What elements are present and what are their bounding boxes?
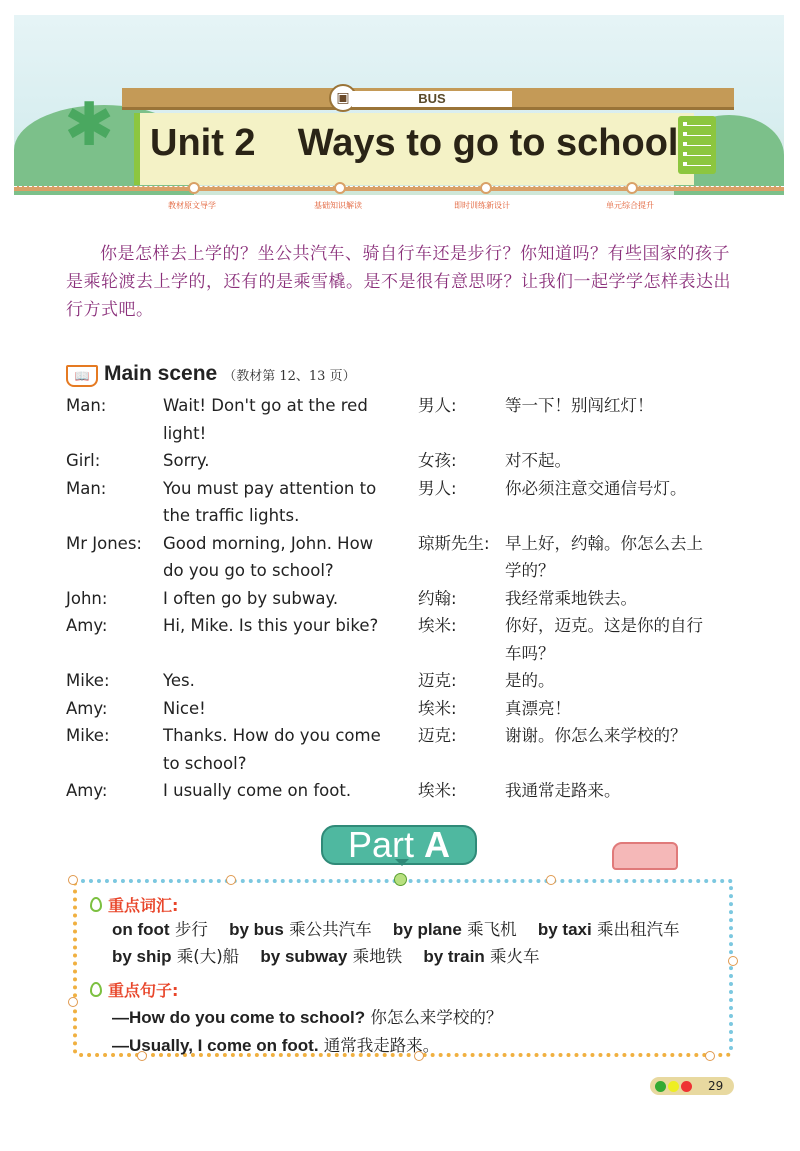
- yellow-light-icon: [668, 1081, 679, 1092]
- vocab-en: by train: [423, 947, 485, 966]
- location-pin-icon: [90, 897, 102, 912]
- nav-track: [14, 186, 784, 191]
- speaker-cn: 迈克:: [418, 726, 457, 745]
- vocab-en: by ship: [112, 947, 172, 966]
- chinese-line: 等一下！别闯红灯！: [505, 396, 654, 415]
- english-line: Sorry.: [163, 451, 210, 470]
- schedule-board-icon: [678, 116, 716, 174]
- chinese-line: 早上好，约翰。你怎么去上: [505, 533, 703, 553]
- chinese-text: [505, 447, 745, 475]
- vocab-heading: [90, 893, 178, 916]
- vocab-en: by subway: [260, 947, 348, 966]
- nav-label: 即时训练新设计: [454, 201, 510, 210]
- chinese-text: [505, 530, 745, 585]
- dialogue-line: [66, 777, 746, 805]
- nav-label: 教材原文导学: [168, 201, 216, 210]
- part-a-badge: [321, 825, 477, 865]
- chinese-line: 对不起。: [505, 451, 571, 470]
- english-text: [163, 475, 418, 530]
- red-light-icon: [681, 1081, 692, 1092]
- chinese-line: 我经常乘地铁去。: [505, 588, 637, 608]
- english-text: [163, 722, 418, 777]
- sentence-en: —Usually, I come on foot.: [112, 1036, 319, 1055]
- nav-node: [480, 182, 492, 194]
- dialogue-line: [66, 447, 746, 475]
- speaker-cn: 琼斯先生:: [418, 533, 490, 553]
- english-line: the traffic lights.: [163, 506, 300, 525]
- speaker-cn: 埃米:: [418, 781, 457, 800]
- english-line: Thanks. How do you come: [163, 726, 381, 745]
- bus-icon: ▣: [329, 84, 357, 112]
- bus-sign: BUS: [352, 91, 512, 107]
- bus-illustration-icon: [612, 842, 678, 870]
- english-line: Hi, Mike. Is this your bike?: [163, 616, 379, 635]
- speaker-cn: 女孩:: [418, 451, 457, 470]
- location-pin-icon: [90, 982, 102, 997]
- dialogue-line: [66, 530, 746, 585]
- sentence-cn: 通常我走路来。: [323, 1036, 440, 1055]
- part-label: Part: [347, 824, 414, 865]
- vocab-cn: 乘公共汽车: [289, 920, 372, 939]
- nav-label: 基础知识解读: [314, 201, 362, 210]
- speaker-cn: 迈克:: [418, 671, 457, 690]
- vocab-cn: 乘飞机: [467, 920, 517, 939]
- textbook-reference: （教材第 12、13 页）: [223, 369, 356, 384]
- box-node: [68, 875, 78, 885]
- speaker: Mike:: [66, 726, 110, 745]
- chinese-line: 真漂亮！: [505, 698, 571, 718]
- intro-paragraph: 你是怎样去上学的？坐公共汽车、骑自行车还是步行？你知道吗？有些国家的孩子是乘轮渡去上学的，还有的是乘雪橇。是不是很有意思呀？让我们一起学学怎样表达出行方式吧。: [66, 244, 731, 320]
- english-line: to school?: [163, 753, 247, 773]
- chinese-line: 学的？: [505, 561, 555, 580]
- chinese-line: 你必须注意交通信号灯。: [505, 478, 687, 498]
- dialogue-line: [66, 475, 746, 530]
- chinese-line: 你好，迈克。这是你的自行: [505, 616, 703, 635]
- speaker: Mr Jones:: [66, 533, 142, 553]
- nav-node: [626, 182, 638, 194]
- english-line: [163, 640, 418, 668]
- english-text: [163, 585, 418, 613]
- main-scene-heading: [66, 362, 356, 387]
- english-line: Nice!: [163, 698, 206, 718]
- chinese-text: [505, 585, 745, 613]
- chinese-line: 车吗？: [505, 643, 555, 663]
- speaker-cn: 男人:: [418, 478, 457, 498]
- chinese-text: [505, 392, 745, 447]
- chinese-text: [505, 722, 745, 777]
- english-line: I usually come on foot.: [163, 781, 352, 800]
- english-line: light!: [163, 423, 207, 443]
- speaker-cn: 埃米:: [418, 698, 457, 718]
- chinese-text: [505, 612, 745, 667]
- sentence-cn: 你怎么来学校的？: [370, 1008, 503, 1027]
- vocab-cn: 乘(大)船: [176, 947, 240, 966]
- book-icon: 📖: [66, 365, 98, 387]
- speaker: John:: [66, 588, 108, 608]
- box-node: [728, 956, 738, 966]
- english-line: Yes.: [163, 671, 195, 690]
- vocab-cn: 乘火车: [489, 947, 540, 966]
- dialogue: [66, 392, 746, 805]
- chinese-text: [505, 475, 745, 530]
- key-sentence: [112, 1032, 439, 1056]
- main-scene-title: Main scene: [104, 362, 218, 385]
- vocab-heading-text: 重点词汇:: [108, 896, 179, 915]
- nav-node: [334, 182, 346, 194]
- english-line: Wait! Don't go at the red: [163, 396, 368, 415]
- sentence-en: —How do you come to school?: [112, 1008, 366, 1027]
- chinese-line: 我通常走路来。: [505, 781, 621, 800]
- vocab-en: by bus: [229, 920, 284, 939]
- nav-label: 单元综合提升: [606, 201, 654, 210]
- english-text: [163, 392, 418, 447]
- speaker: Man:: [66, 396, 107, 415]
- box-node: [226, 875, 236, 885]
- vocab-en: by taxi: [537, 920, 592, 939]
- dialogue-line: [66, 695, 746, 723]
- sentence-heading: [90, 978, 178, 1001]
- english-text: [163, 447, 418, 475]
- vocab-cn: 乘出租汽车: [596, 920, 680, 939]
- speaker-cn: 埃米:: [418, 616, 457, 635]
- english-text: [163, 777, 418, 805]
- speaker: Amy:: [66, 781, 108, 800]
- vocab-cn: 乘地铁: [352, 947, 403, 966]
- speaker-cn: 约翰:: [418, 588, 457, 608]
- sentence-heading-text: 重点句子:: [108, 981, 179, 1000]
- vocab-cn: 步行: [174, 920, 208, 939]
- chinese-line: 是的。: [505, 671, 555, 690]
- page-number: 29: [708, 1079, 724, 1093]
- dialogue-line: [66, 585, 746, 613]
- chinese-text: [505, 695, 745, 723]
- box-node: [68, 997, 78, 1007]
- english-text: [163, 530, 418, 585]
- english-text: [163, 612, 418, 667]
- key-sentence: [112, 1004, 502, 1028]
- dialogue-line: [66, 612, 746, 667]
- box-node: [705, 1051, 715, 1061]
- speaker: Amy:: [66, 616, 108, 635]
- english-line: I often go by subway.: [163, 588, 339, 608]
- speaker: Girl:: [66, 451, 101, 470]
- dialogue-line: [66, 667, 746, 695]
- page-number-tag: [650, 1077, 734, 1095]
- vocab-list: [112, 916, 712, 970]
- box-node-active: [394, 873, 407, 886]
- vocab-en: by plane: [392, 920, 462, 939]
- box-node: [546, 875, 556, 885]
- chinese-text: [505, 667, 745, 695]
- speaker: Mike:: [66, 671, 110, 690]
- english-line: You must pay attention to: [163, 478, 377, 498]
- nav-node: [188, 182, 200, 194]
- english-line: Good morning, John. How: [163, 533, 374, 553]
- dialogue-line: [66, 722, 746, 777]
- green-light-icon: [655, 1081, 666, 1092]
- unit-title: Unit 2 Ways to go to school: [150, 122, 679, 164]
- speaker-cn: 男人:: [418, 396, 457, 415]
- chinese-line: 谢谢。你怎么来学校的？: [505, 726, 687, 745]
- dialogue-line: [66, 392, 746, 447]
- english-text: [163, 667, 418, 695]
- english-line: do you go to school?: [163, 561, 334, 580]
- english-text: [163, 695, 418, 723]
- speaker: Man:: [66, 478, 107, 498]
- speaker: Amy:: [66, 698, 108, 718]
- vocab-en: on foot: [112, 920, 170, 939]
- palm-tree-icon: ✱: [64, 90, 115, 160]
- chinese-text: [505, 777, 745, 805]
- part-letter: A: [424, 824, 451, 865]
